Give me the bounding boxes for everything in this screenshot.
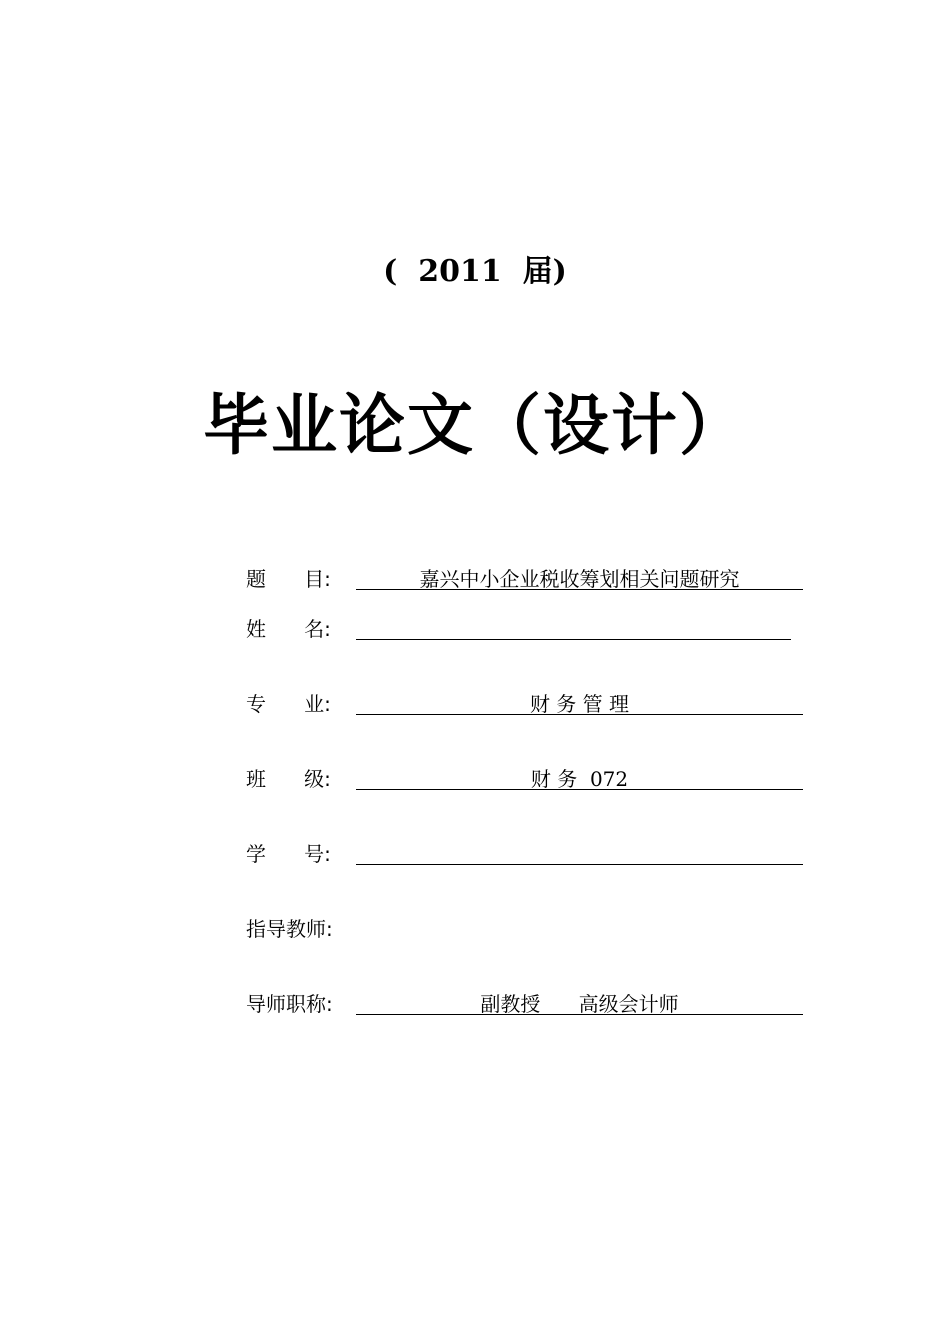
student-id-underline <box>356 864 803 865</box>
topic-label: 题 目: <box>246 567 331 591</box>
graduation-year: ( 2011 届) <box>383 254 567 289</box>
major-row <box>246 688 806 722</box>
name-underline <box>356 639 791 640</box>
topic-value: 嘉兴中小企业税收筹划相关问题研究 <box>419 567 740 591</box>
student-id-label: 学 号: <box>246 842 331 866</box>
advisor-label: 指导教师: <box>246 917 333 941</box>
advisor-title-label: 导师职称: <box>246 992 333 1016</box>
topic-row <box>246 563 806 597</box>
class-value: 财 务 072 <box>530 767 629 791</box>
name-label: 姓 名: <box>246 617 331 641</box>
major-value: 财 务 管 理 <box>529 692 630 716</box>
page-title: 毕业论文（设计） <box>203 387 747 464</box>
advisor-title-value: 副教授 高级会计师 <box>480 992 679 1016</box>
class-label: 班 级: <box>246 767 331 791</box>
name-row <box>246 613 806 647</box>
major-label: 专 业: <box>246 692 331 716</box>
advisor-title-row <box>246 988 806 1022</box>
student-id-row <box>246 838 806 872</box>
advisor-row <box>246 913 806 947</box>
class-row <box>246 763 806 797</box>
